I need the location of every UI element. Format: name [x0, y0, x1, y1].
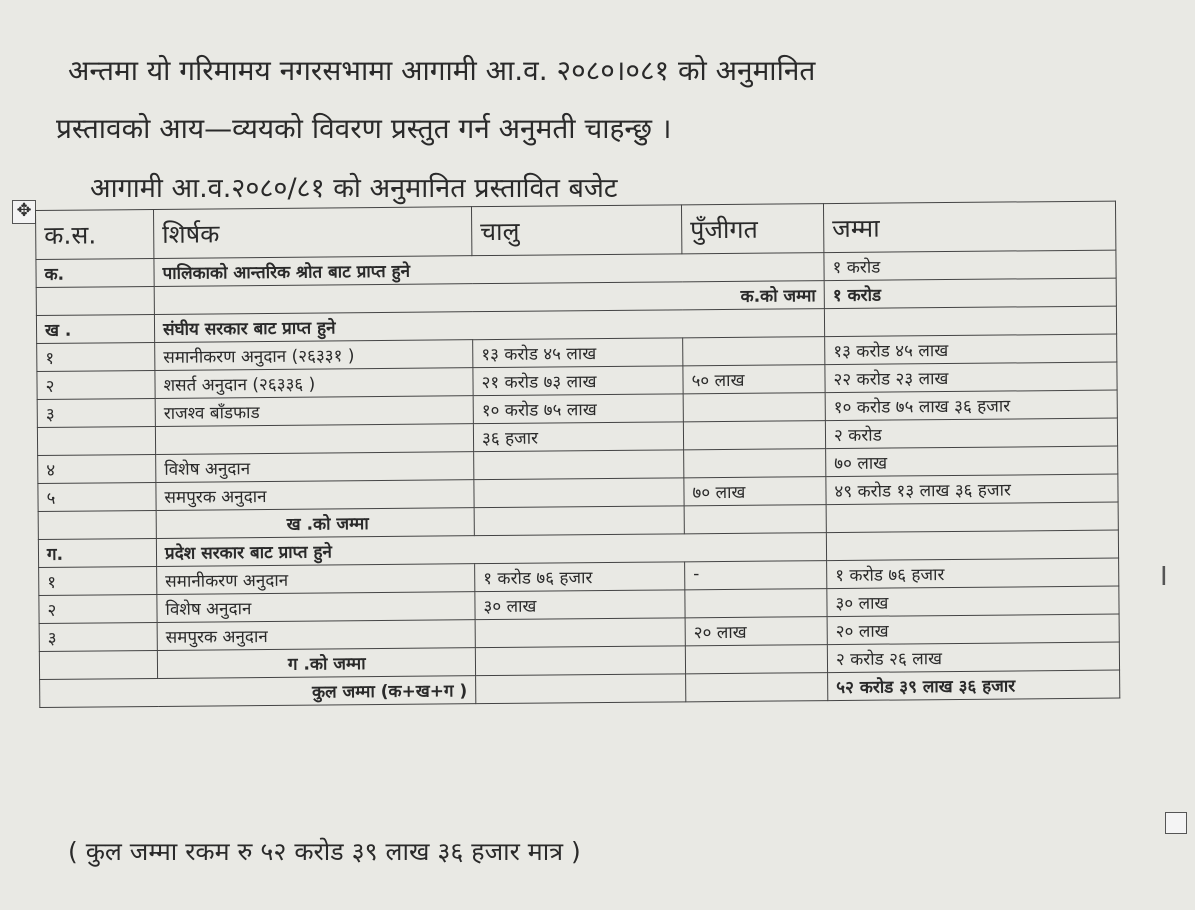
cell-serial: क. — [36, 258, 154, 287]
header-total: जम्मा — [823, 201, 1115, 253]
cell-total: २ करोड — [825, 418, 1117, 449]
cell-serial: २ — [37, 370, 155, 399]
header-serial: क.स. — [36, 209, 154, 259]
cell-serial — [39, 650, 157, 679]
cell-total: १३ करोड ४५ लाख — [825, 334, 1117, 365]
cell-current: ३६ हजार — [473, 422, 683, 452]
cell-capital — [685, 645, 827, 674]
cell-current: १० करोड ७५ लाख — [473, 394, 683, 424]
cell-total — [826, 530, 1118, 561]
cell-capital — [686, 673, 828, 702]
cell-title: प्रदेश सरकार बाट प्राप्त हुने — [156, 533, 826, 567]
cell-subtotal-label: ग .को जम्मा — [157, 648, 475, 679]
cell-current — [475, 646, 685, 676]
cell-title: विशेष अनुदान — [157, 592, 475, 623]
header-capital: पुँजीगत — [681, 204, 823, 254]
cell-current — [476, 674, 686, 704]
table-title: आगामी आ.व.२०८०/८१ को अनुमानित प्रस्तावित बजेट — [90, 173, 618, 204]
cell-title: शसर्त अनुदान (२६३३६ ) — [155, 368, 473, 399]
cell-capital: २० लाख — [685, 617, 827, 646]
cell-current: २१ करोड ७३ लाख — [473, 366, 683, 396]
cell-subtotal-label: ख .को जम्मा — [156, 508, 474, 539]
cell-title: संघीय सरकार बाट प्राप्त हुने — [154, 309, 824, 343]
cell-serial: १ — [39, 566, 157, 595]
cell-serial: ग. — [38, 538, 156, 567]
cell-current — [474, 478, 684, 508]
cell-total: १ करोड — [824, 250, 1116, 281]
intro-line-1: अन्तमा यो गरिमामय नगरसभामा आगामी आ.व. २०८०।०८१ को अनुमानित — [68, 54, 816, 87]
cell-title: पालिकाको आन्तरिक श्रोत बाट प्राप्त हुने — [154, 253, 824, 287]
cell-subtotal-label: क.को जम्मा — [154, 281, 824, 315]
cell-serial: ५ — [38, 482, 156, 511]
cell-capital — [683, 421, 825, 450]
cell-serial: ख . — [36, 314, 154, 343]
cell-serial — [36, 286, 154, 315]
cell-serial: ३ — [37, 398, 155, 427]
cell-total: ७० लाख — [826, 446, 1118, 477]
cell-current — [474, 450, 684, 480]
cell-title: राजश्व बाँडफाड — [155, 396, 473, 427]
cell-capital — [684, 505, 826, 534]
cell-capital — [685, 589, 827, 618]
cell-capital — [683, 393, 825, 422]
cell-total: २ करोड २६ लाख — [827, 642, 1119, 673]
cell-total: ४९ करोड १३ लाख ३६ हजार — [826, 474, 1118, 505]
cell-total: १ करोड ७६ हजार — [827, 558, 1119, 589]
cell-serial — [38, 510, 156, 539]
cell-total: २२ करोड २३ लाख — [825, 362, 1117, 393]
cell-total — [826, 502, 1118, 533]
header-current: चालु — [471, 205, 681, 256]
cell-current: १ करोड ७६ हजार — [475, 562, 685, 592]
cell-total: ३० लाख — [827, 586, 1119, 617]
header-title: शिर्षक — [153, 207, 471, 259]
cell-capital — [684, 449, 826, 478]
cell-serial: १ — [37, 342, 155, 371]
cell-title — [155, 424, 473, 455]
cell-current — [474, 506, 684, 536]
intro-line-2: प्रस्तावको आय—व्ययको विवरण प्रस्तुत गर्न अनुमती चाहन्छु । — [56, 112, 672, 145]
table-move-handle-icon[interactable]: ✥ — [12, 200, 36, 224]
cell-capital: - — [685, 561, 827, 590]
cell-title: समानीकरण अनुदान (२६३३१ ) — [155, 340, 473, 371]
cell-total: २० लाख — [827, 614, 1119, 645]
budget-table — [35, 201, 1120, 708]
cell-total: १ करोड — [824, 278, 1116, 309]
cell-serial: ३ — [39, 622, 157, 651]
cell-current — [475, 618, 685, 648]
total-amount-note: ( कुल जम्मा रकम रु ५२ करोड ३९ लाख ३६ हजार मात्र ) — [68, 837, 581, 866]
table-resize-handle-icon[interactable] — [1165, 812, 1187, 834]
cell-serial — [37, 426, 155, 455]
text-cursor-icon: I — [1160, 562, 1168, 592]
cell-title: समानीकरण अनुदान — [157, 564, 475, 595]
cell-capital: ५० लाख — [683, 365, 825, 394]
cell-current: ३० लाख — [475, 590, 685, 620]
intro-paragraph — [56, 42, 1148, 158]
cell-total — [824, 306, 1116, 337]
cell-capital — [683, 337, 825, 366]
cell-title: समपुरक अनुदान — [156, 480, 474, 511]
cell-serial: २ — [39, 594, 157, 623]
cell-current: १३ करोड ४५ लाख — [473, 338, 683, 368]
cell-capital: ७० लाख — [684, 477, 826, 506]
cell-title: विशेष अनुदान — [156, 452, 474, 483]
cell-serial: ४ — [38, 454, 156, 483]
cell-grand-total-label: कुल जम्मा (क+ख+ग ) — [40, 676, 476, 708]
cell-total: १० करोड ७५ लाख ३६ हजार — [825, 390, 1117, 421]
cell-grand-total: ५२ करोड ३९ लाख ३६ हजार — [828, 670, 1120, 701]
cell-title: समपुरक अनुदान — [157, 620, 475, 651]
